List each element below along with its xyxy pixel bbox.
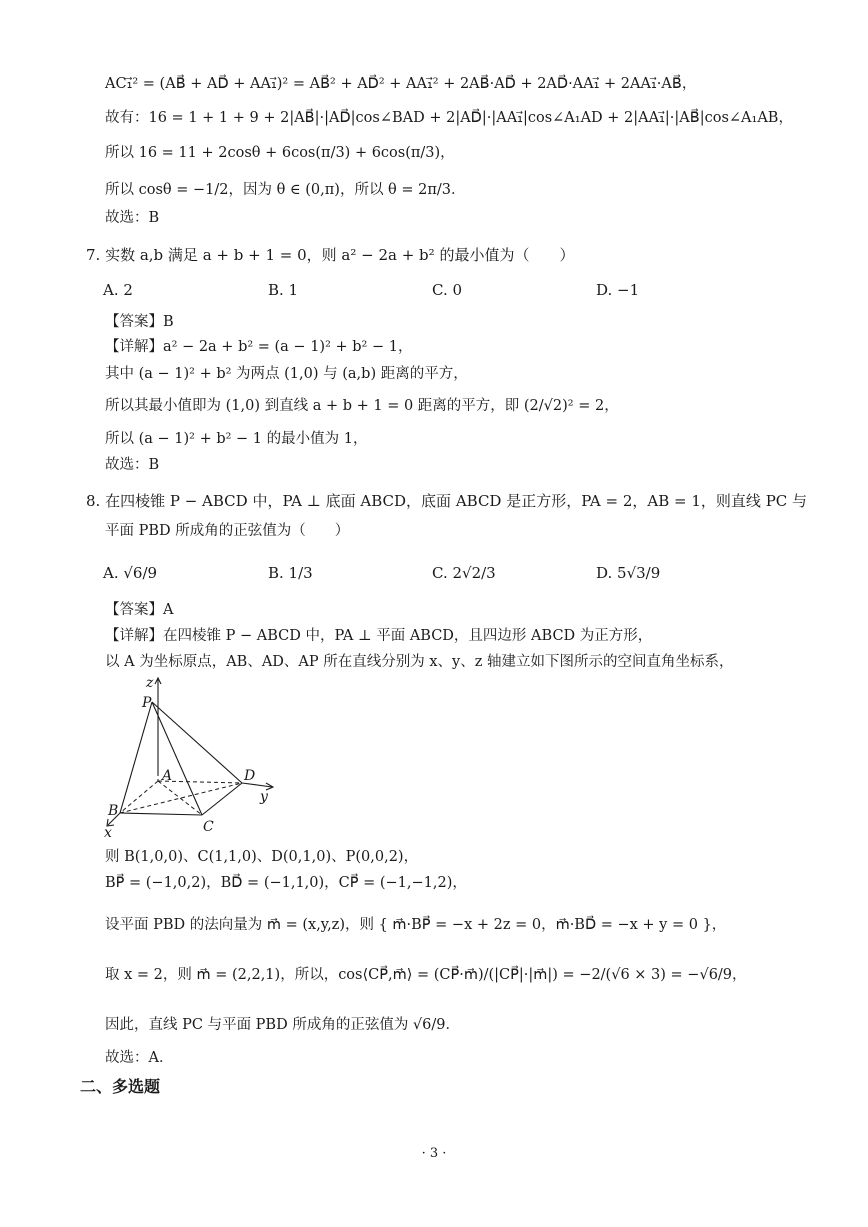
q8-solution-line: BP⃗ = (−1,0,2)，BD⃗ = (−1,1,0)，CP⃗ = (−1,−1,2)， <box>105 875 467 891</box>
q7-detail-line: 故选：B <box>105 457 160 473</box>
q7-detail-line: 所以 (a − 1)² + b² − 1 的最小值为 1， <box>105 431 368 447</box>
label-x: x <box>104 825 112 840</box>
q8-solution-line: 设平面 PBD 的法向量为 m⃗ = (x,y,z)，则 { m⃗·BP⃗ = −x + 2z = 0，m⃗·BD⃗ = −x + y = 0 }， <box>105 917 727 933</box>
q7-option-c: C. 0 <box>432 281 463 299</box>
edge-pb <box>120 702 152 813</box>
label-a: A <box>162 768 173 784</box>
label-b: B <box>108 803 119 819</box>
question-8-stem: 8. 在四棱锥 P − ABCD 中，PA ⊥ 底面 ABCD，底面 ABCD 是正方形，PA = 2，AB = 1，则直线 PC 与 <box>86 492 808 510</box>
label-z: z <box>146 675 154 691</box>
q7-option-b: B. 1 <box>268 281 299 299</box>
q8-option-c: C. 2√2/3 <box>432 564 496 582</box>
q7-answer: 【答案】B <box>105 314 174 330</box>
diagonal-ac <box>158 781 202 815</box>
section-heading: 二、多选题 <box>80 1077 161 1096</box>
q7-detail-line: 所以其最小值即为 (1,0) 到直线 a + b + 1 = 0 距离的平方，即 (2/√2)² = 2， <box>105 398 619 414</box>
solution-line: 所以 16 = 11 + 2cosθ + 6cos(π/3) + 6cos(π/3)， <box>105 145 455 161</box>
q8-solution-line: 取 x = 2，则 m⃗ = (2,2,1)，所以，cos⟨CP⃗,m⃗⟩ = (CP⃗·m⃗)/(|CP⃗|·|m⃗|) = −2/(√6 × 3) = −√6/9， <box>105 967 747 983</box>
q8-detail-line: 以 A 为坐标原点，AB、AD、AP 所在直线分别为 x、y、z 轴建立如下图所示的空间直角坐标系， <box>105 654 734 670</box>
question-8-stem: 平面 PBD 所成角的正弦值为（ ） <box>105 523 350 539</box>
solution-line: 故选：B <box>105 210 160 226</box>
label-p: P <box>142 695 152 711</box>
solution-line: 所以 cosθ = −1/2，因为 θ ∈ (0,π)，所以 θ = 2π/3． <box>105 182 466 198</box>
solution-line: 故有：16 = 1 + 1 + 9 + 2|AB⃗|·|AD⃗|cos∠BAD + 2|AD⃗|·|AA₁⃗|cos∠A₁AD + 2|AA₁⃗|·|AB⃗|cos∠A₁AB， <box>105 110 793 126</box>
q8-solution-line: 因此，直线 PC 与平面 PBD 所成角的正弦值为 √6/9． <box>105 1017 461 1033</box>
q7-detail-line: 其中 (a − 1)² + b² 为两点 (1,0) 与 (a,b) 距离的平方， <box>105 366 468 382</box>
q8-answer: 【答案】A <box>105 602 174 618</box>
edge-bc <box>120 813 202 815</box>
pyramid-figure <box>100 675 290 840</box>
edge-pc <box>152 702 202 815</box>
q8-detail-line: 【详解】在四棱锥 P − ABCD 中，PA ⊥ 平面 ABCD，且四边形 ABCD 为正方形， <box>105 628 653 644</box>
solution-line: AC₁⃗² = (AB⃗ + AD⃗ + AA₁⃗)² = AB⃗² + AD⃗² + AA₁⃗² + 2AB⃗·AD⃗ + 2AD⃗·AA₁⃗ + 2AA₁⃗·AB⃗， <box>105 76 697 92</box>
page-number: · 3 · <box>421 1146 447 1161</box>
q7-option-d: D. −1 <box>596 281 640 299</box>
label-y: y <box>260 789 268 805</box>
question-7-stem: 7. 实数 a,b 满足 a + b + 1 = 0，则 a² − 2a + b² 的最小值为（ ） <box>86 246 575 264</box>
label-d: D <box>244 768 256 784</box>
q8-solution-line: 则 B(1,0,0)、C(1,1,0)、D(0,1,0)、P(0,0,2)， <box>105 849 419 865</box>
q8-option-b: B. 1/3 <box>268 564 313 582</box>
q7-option-a: A. 2 <box>103 281 133 299</box>
q8-option-d: D. 5√3/9 <box>596 564 661 582</box>
q7-detail-line: 【详解】a² − 2a + b² = (a − 1)² + b² − 1， <box>105 339 413 355</box>
label-c: C <box>203 819 214 835</box>
q8-option-a: A. √6/9 <box>103 564 158 582</box>
edge-ab <box>120 781 158 813</box>
q8-solution-line: 故选：A． <box>105 1050 174 1066</box>
